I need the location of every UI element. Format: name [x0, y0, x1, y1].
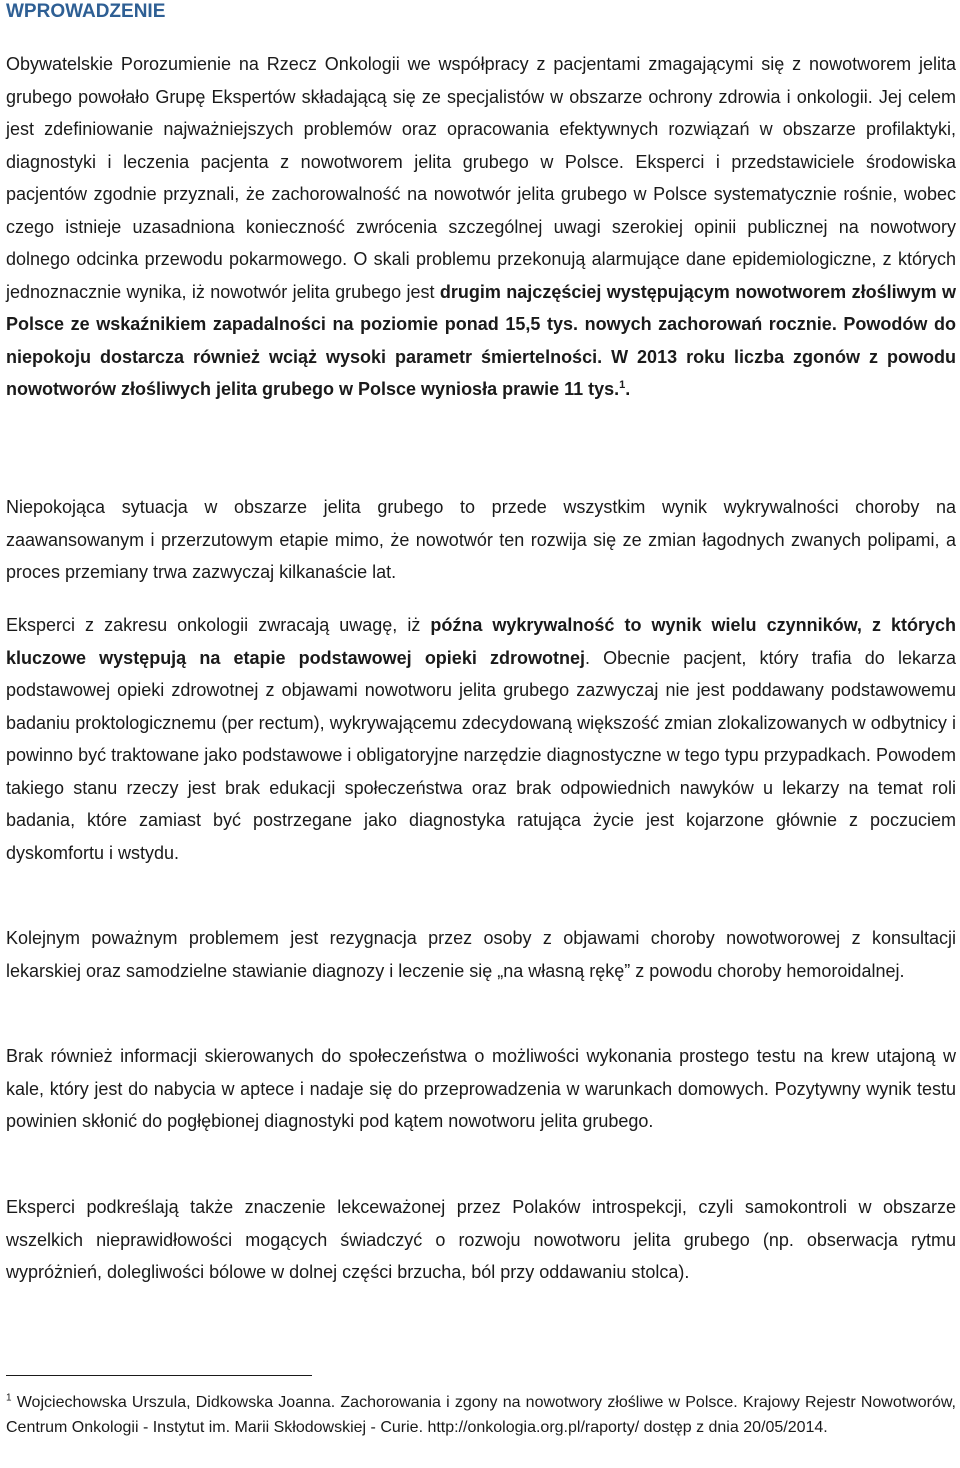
footnote: [6, 1390, 956, 1440]
paragraph-intro: [6, 48, 956, 406]
footnote-number: 1: [6, 1392, 12, 1404]
section-heading: WPROWADZENIE: [6, 1, 166, 22]
paragraph-self-treatment: Kolejnym poważnym problemem jest rezygnacja przez osoby z objawami choroby nowotworowej z konsultacji lekarskiej oraz samodzielne stawianie diagnozy i leczenie się „na własną rękę” z powodu choroby hemoroidalnej.: [6, 928, 956, 981]
experts-bold-text: późna wykrywalność to wynik wielu czynników, z których kluczowe występują na etapie podstawowej opieki zdrowotnej: [6, 615, 956, 668]
footnote-divider: [6, 1375, 312, 1376]
paragraph-experts: [6, 609, 956, 869]
footnote-ref[interactable]: 1: [619, 379, 626, 391]
paragraph-blood-test: Brak również informacji skierowanych do społeczeństwa o możliwości wykonania prostego testu na krew utajoną w kale, który jest do nabycia w aptece i nadaje się do przeprowadzenia w warunkach domowych. Pozytywny wynik testu powinien skłonić do pogłębionej diagnostyki pod kątem nowotworu jelita grubego.: [6, 1046, 956, 1131]
experts-text: Eksperci z zakresu onkologii zwracają uwagę, iż: [6, 615, 431, 635]
paragraph-introspection: Eksperci podkreślają także znaczenie lekceważonej przez Polaków introspekcji, czyli samokontroli w obszarze wszelkich nieprawidłowości mogących świadczyć o rozwoju nowotworu jelita grubego (np. obserwacja rytmu wypróżnień, dolegliwości bólowe w dolnej części brzucha, ból przy oddawaniu stolca).: [6, 1197, 956, 1282]
intro-text: Obywatelskie Porozumienie na Rzecz Onkologii we współpracy z pacjentami zmagającymi się z nowotworem jelita grubego powołało Grupę Ekspertów składającą się ze specjalistów w obszarze ochrony zdrowia i onkologii. Jej celem jest zdefiniowanie najważniejszych problemów oraz opracowania efektywnych rozwiązań w obszarze profilaktyki, diagnostyki i leczenia pacjenta z nowotworem jelita grubego w Polsce. Eksperci i przedstawiciele środowiska pacjentów zgodnie przyznali, że zachorowalność na nowotwór jelita grubego w Polsce systematycznie rośnie, wobec czego istnieje uzasadniona konieczność zwrócenia szczególnej uwagi szerokiej opinii publicznej na nowotwory dolnego odcinka przewodu pokarmowego. O skali problemu przekonują alarmujące dane epidemiologiczne, z których jednoznacznie wynika, iż nowotwór jelita grubego jest: [6, 54, 956, 302]
intro-bold-text: drugim najczęściej występującym nowotworem złośliwym w Polsce ze wskaźnikiem zapadalności na poziomie ponad 15,5 tys. nowych zachorowań rocznie. Powodów do niepokoju dostarcza również wciąż wysoki parametr śmiertelności. W 2013 roku liczba zgonów z powodu nowotworów złośliwych jelita grubego w Polsce wyniosła prawie 11 tys.: [6, 281, 956, 399]
intro-end: .: [625, 379, 631, 399]
paragraph-detection: Niepokojąca sytuacja w obszarze jelita grubego to przede wszystkim wynik wykrywalności choroby na zaawansowanym i przerzutowym etapie mimo, że nowotwór ten rozwija się ze zmian łagodnych zwanych polipami, a proces przemiany trwa zazwyczaj kilkanaście lat.: [6, 497, 956, 582]
experts-text-cont: . Obecnie pacjent, który trafia do lekarza podstawowej opieki zdrowotnej z objawami nowotworu jelita grubego zazwyczaj nie jest poddawany podstawowemu badaniu proktologicznemu (per rectum), wykrywającemu zdecydowaną większość zmian zlokalizowanych w odbytnicy i powinno być traktowane jako podstawowe i obligatoryjne narzędzie diagnostyczne w tego typu przypadkach. Powodem takiego stanu rzeczy jest brak edukacji społeczeństwa oraz brak odpowiednich nawyków u lekarzy na temat roli badania, które zamiast być postrzegane jako diagnostyka ratująca życie jest kojarzone głównie z poczuciem dyskomfortu i wstydu.: [6, 647, 956, 863]
footnote-text: Wojciechowska Urszula, Didkowska Joanna. Zachorowania i zgony na nowotwory złośliwe w Polsce. Krajowy Rejestr Nowotworów, Centrum Onkologii - Instytut im. Marii Skłodowskiej - Curie. http://onkologia.org.pl/raporty/ dostęp z dnia 20/05/2014.: [6, 1394, 956, 1436]
